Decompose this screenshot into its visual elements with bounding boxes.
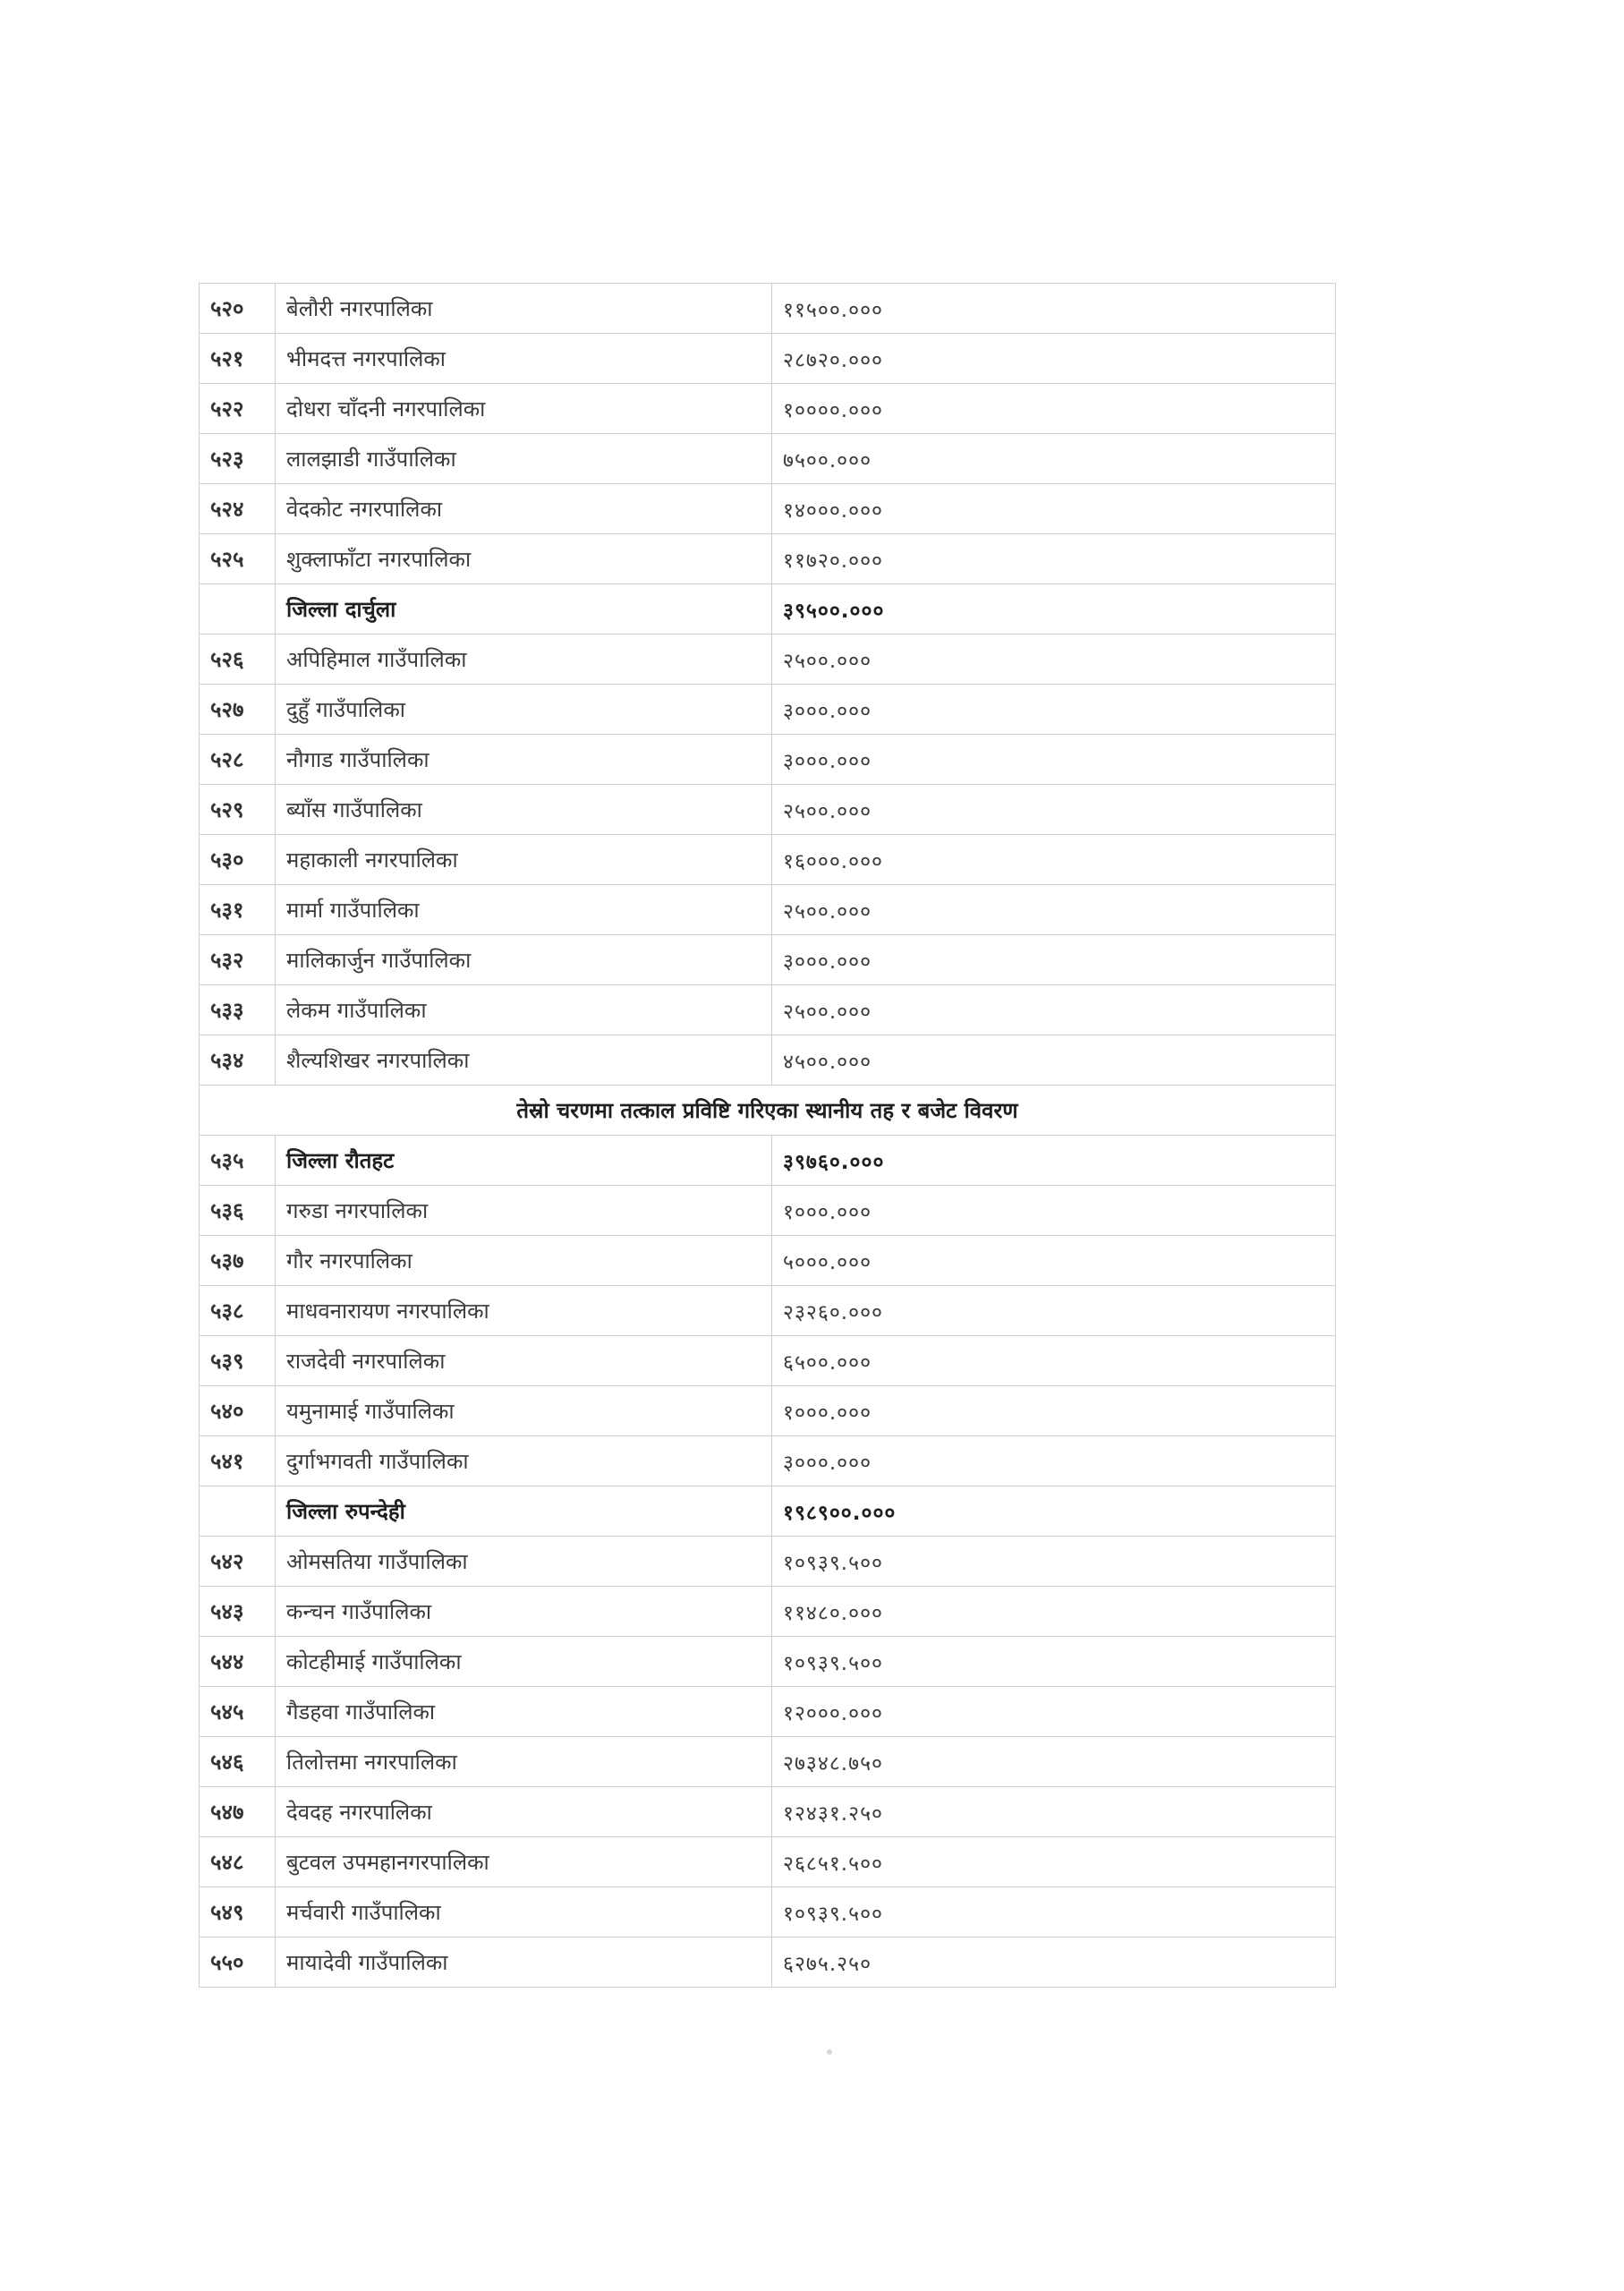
table-row xyxy=(200,1286,1336,1336)
table-row xyxy=(200,384,1336,434)
row-number: ५२८ xyxy=(200,735,276,785)
table-row xyxy=(200,1236,1336,1286)
local-body-name: शुक्लाफाँटा नगरपालिका xyxy=(276,534,772,584)
row-number: ५३३ xyxy=(200,985,276,1035)
local-body-name: दोधरा चाँदनी नगरपालिका xyxy=(276,384,772,434)
local-body-name: यमुनामाई गाउँपालिका xyxy=(276,1386,772,1436)
table-row xyxy=(200,284,1336,334)
budget-amount: ३०००.००० xyxy=(772,1436,1336,1486)
row-number: ५४८ xyxy=(200,1837,276,1887)
table-row xyxy=(200,1687,1336,1737)
row-number: ५३८ xyxy=(200,1286,276,1336)
local-body-name: ओमसतिया गाउँपालिका xyxy=(276,1537,772,1587)
budget-amount: १०९३९.५०० xyxy=(772,1537,1336,1587)
row-number: ५४० xyxy=(200,1386,276,1436)
section-heading: तेस्रो चरणमा तत्काल प्रविष्टि गरिएका स्थानीय तह र बजेट विवरण xyxy=(200,1086,1336,1136)
local-body-name: बेलौरी नगरपालिका xyxy=(276,284,772,334)
district-row xyxy=(200,1136,1336,1186)
table-row xyxy=(200,484,1336,534)
budget-amount: २८७२०.००० xyxy=(772,334,1336,384)
budget-amount: १०००.००० xyxy=(772,1386,1336,1436)
budget-amount: १००००.००० xyxy=(772,384,1336,434)
local-body-name: मालिकार्जुन गाउँपालिका xyxy=(276,935,772,985)
table-row xyxy=(200,1336,1336,1386)
row-number: ५२६ xyxy=(200,634,276,685)
row-number: ५३९ xyxy=(200,1336,276,1386)
table-row xyxy=(200,1537,1336,1587)
row-number: ५२९ xyxy=(200,785,276,835)
row-number: ५२१ xyxy=(200,334,276,384)
row-number: ५२५ xyxy=(200,534,276,584)
district-name: जिल्ला रौतहट xyxy=(276,1136,772,1186)
budget-amount: २५००.००० xyxy=(772,885,1336,935)
budget-amount: ३०००.००० xyxy=(772,685,1336,735)
local-body-name: भीमदत्त नगरपालिका xyxy=(276,334,772,384)
local-body-name: कोटहीमाई गाउँपालिका xyxy=(276,1637,772,1687)
budget-amount: ११५००.००० xyxy=(772,284,1336,334)
local-body-name: दुहुँ गाउँपालिका xyxy=(276,685,772,735)
table-row xyxy=(200,1837,1336,1887)
local-body-name: गरुडा नगरपालिका xyxy=(276,1186,772,1236)
local-body-name: वेदकोट नगरपालिका xyxy=(276,484,772,534)
table-row xyxy=(200,434,1336,484)
row-number: ५३१ xyxy=(200,885,276,935)
budget-amount: २३२६०.००० xyxy=(772,1286,1336,1336)
budget-amount: ६२७५.२५० xyxy=(772,1938,1336,1988)
budget-amount: २७३४८.७५० xyxy=(772,1737,1336,1787)
row-number: ५४५ xyxy=(200,1687,276,1737)
row-number xyxy=(200,584,276,634)
district-total: १९८९००.००० xyxy=(772,1486,1336,1537)
local-body-name: महाकाली नगरपालिका xyxy=(276,835,772,885)
section-heading-row xyxy=(200,1086,1336,1136)
table-row xyxy=(200,1436,1336,1486)
row-number: ५२४ xyxy=(200,484,276,534)
row-number: ५४१ xyxy=(200,1436,276,1486)
table-row xyxy=(200,935,1336,985)
row-number: ५३६ xyxy=(200,1186,276,1236)
budget-amount: ५०००.००० xyxy=(772,1236,1336,1286)
district-name: जिल्ला दार्चुला xyxy=(276,584,772,634)
local-body-name: तिलोत्तमा नगरपालिका xyxy=(276,1737,772,1787)
row-number: ५३० xyxy=(200,835,276,885)
local-body-name: लेकम गाउँपालिका xyxy=(276,985,772,1035)
district-row xyxy=(200,1486,1336,1537)
budget-amount: २५००.००० xyxy=(772,985,1336,1035)
local-body-name: लालझाडी गाउँपालिका xyxy=(276,434,772,484)
budget-amount: ३०००.००० xyxy=(772,735,1336,785)
budget-table xyxy=(199,283,1336,1988)
budget-amount: ४५००.००० xyxy=(772,1035,1336,1086)
table-row xyxy=(200,1587,1336,1637)
row-number: ५४२ xyxy=(200,1537,276,1587)
table-row xyxy=(200,685,1336,735)
row-number: ५५० xyxy=(200,1938,276,1988)
budget-amount: १६०००.००० xyxy=(772,835,1336,885)
table-row xyxy=(200,1887,1336,1938)
budget-table-body xyxy=(200,284,1336,1988)
row-number: ५२३ xyxy=(200,434,276,484)
table-row xyxy=(200,735,1336,785)
row-number: ५३४ xyxy=(200,1035,276,1086)
budget-amount: २५००.००० xyxy=(772,634,1336,685)
row-number: ५३२ xyxy=(200,935,276,985)
row-number: ५४४ xyxy=(200,1637,276,1687)
table-row xyxy=(200,985,1336,1035)
row-number: ५४७ xyxy=(200,1787,276,1837)
budget-amount: ११४८०.००० xyxy=(772,1587,1336,1637)
local-body-name: मायादेवी गाउँपालिका xyxy=(276,1938,772,1988)
budget-amount: १०९३९.५०० xyxy=(772,1887,1336,1938)
table-row xyxy=(200,1737,1336,1787)
budget-amount: २५००.००० xyxy=(772,785,1336,835)
district-name: जिल्ला रुपन्देही xyxy=(276,1486,772,1537)
row-number: ५३५ xyxy=(200,1136,276,1186)
row-number: ५३७ xyxy=(200,1236,276,1286)
budget-amount: १२४३१.२५० xyxy=(772,1787,1336,1837)
local-body-name: गौर नगरपालिका xyxy=(276,1236,772,1286)
row-number: ५४६ xyxy=(200,1737,276,1787)
local-body-name: मार्मा गाउँपालिका xyxy=(276,885,772,935)
table-row xyxy=(200,1637,1336,1687)
budget-amount: ११७२०.००० xyxy=(772,534,1336,584)
table-row xyxy=(200,785,1336,835)
local-body-name: गैडहवा गाउँपालिका xyxy=(276,1687,772,1737)
local-body-name: देवदह नगरपालिका xyxy=(276,1787,772,1837)
row-number: ५२० xyxy=(200,284,276,334)
budget-amount: ६५००.००० xyxy=(772,1336,1336,1386)
budget-amount: १०००.००० xyxy=(772,1186,1336,1236)
table-row xyxy=(200,634,1336,685)
local-body-name: अपिहिमाल गाउँपालिका xyxy=(276,634,772,685)
table-row xyxy=(200,1035,1336,1086)
local-body-name: बुटवल उपमहानगरपालिका xyxy=(276,1837,772,1887)
table-row xyxy=(200,885,1336,935)
table-row xyxy=(200,1787,1336,1837)
local-body-name: शैल्यशिखर नगरपालिका xyxy=(276,1035,772,1086)
table-row xyxy=(200,1186,1336,1236)
table-row xyxy=(200,1386,1336,1436)
budget-amount: २६८५१.५०० xyxy=(772,1837,1336,1887)
table-row xyxy=(200,334,1336,384)
local-body-name: नौगाड गाउँपालिका xyxy=(276,735,772,785)
district-row xyxy=(200,584,1336,634)
budget-amount: ३०००.००० xyxy=(772,935,1336,985)
table-row xyxy=(200,1938,1336,1988)
table-row xyxy=(200,534,1336,584)
row-number xyxy=(200,1486,276,1537)
scan-dot xyxy=(827,2049,832,2055)
row-number: ५४९ xyxy=(200,1887,276,1938)
budget-amount: १२०००.००० xyxy=(772,1687,1336,1737)
budget-amount: ७५००.००० xyxy=(772,434,1336,484)
row-number: ५२२ xyxy=(200,384,276,434)
local-body-name: दुर्गाभगवती गाउँपालिका xyxy=(276,1436,772,1486)
local-body-name: माधवनारायण नगरपालिका xyxy=(276,1286,772,1336)
local-body-name: ब्याँस गाउँपालिका xyxy=(276,785,772,835)
row-number: ५४३ xyxy=(200,1587,276,1637)
table-row xyxy=(200,835,1336,885)
local-body-name: राजदेवी नगरपालिका xyxy=(276,1336,772,1386)
local-body-name: कन्चन गाउँपालिका xyxy=(276,1587,772,1637)
row-number: ५२७ xyxy=(200,685,276,735)
district-total: ३९५००.००० xyxy=(772,584,1336,634)
district-total: ३९७६०.००० xyxy=(772,1136,1336,1186)
budget-amount: १४०००.००० xyxy=(772,484,1336,534)
local-body-name: मर्चवारी गाउँपालिका xyxy=(276,1887,772,1938)
budget-amount: १०९३९.५०० xyxy=(772,1637,1336,1687)
